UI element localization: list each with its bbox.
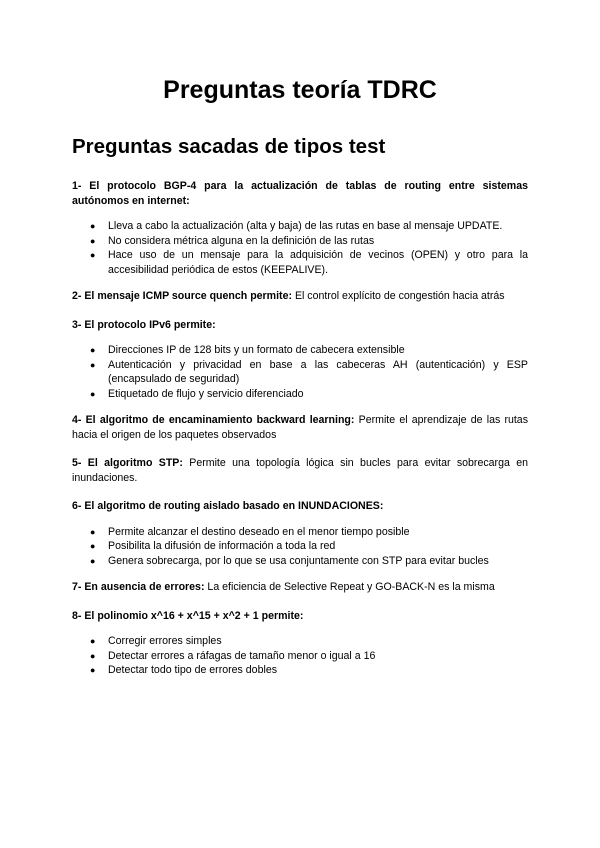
bullet-item xyxy=(90,525,528,540)
question-title: 7- En ausencia de errores: xyxy=(72,581,205,593)
question-4 xyxy=(72,413,528,442)
bullet-text: Direcciones IP de 128 bits y un formato de cabecera extensible xyxy=(108,344,405,356)
bullet-dot-icon: ● xyxy=(90,665,96,675)
bullet-text: Lleva a cabo la actualización (alta y baja) de las rutas en base al mensaje UPDATE. xyxy=(108,220,503,232)
question-title: 6- El algoritmo de routing aislado basado en INUNDACIONES: xyxy=(72,500,384,512)
bullet-item xyxy=(90,343,528,358)
bullet-item xyxy=(90,387,528,402)
question-5 xyxy=(72,456,528,485)
question-answer: La eficiencia de Selective Repeat y GO-BACK-N es la misma xyxy=(204,581,495,593)
bullet-dot-icon: ● xyxy=(90,526,96,537)
bullet-text: Posibilita la difusión de información a toda la red xyxy=(108,540,336,552)
bullet-text: Etiquetado de flujo y servicio diferenciado xyxy=(108,387,304,400)
question-1 xyxy=(72,179,528,208)
question-title: 8- El polinomio x^16 + x^15 + x^2 + 1 permite: xyxy=(72,609,304,622)
questions-list xyxy=(72,179,528,678)
bullet-item xyxy=(90,634,528,649)
bullet-item xyxy=(90,554,528,569)
question-title: 3- El protocolo IPv6 permite: xyxy=(72,318,216,331)
bullet-dot-icon: ● xyxy=(90,235,96,246)
question-title: 4- El algoritmo de encaminamiento backward learning: xyxy=(72,414,355,426)
section-heading: Preguntas sacadas de tipos test xyxy=(72,135,386,158)
bullet-text: Detectar todo tipo de errores dobles xyxy=(108,664,278,676)
bullet-item xyxy=(90,539,528,554)
question-title: 1- El protocolo BGP-4 para la actualización de tablas de routing entre sistemas autónomos en internet: xyxy=(72,180,528,207)
bullet-item xyxy=(90,663,528,678)
bullet-text: Genera sobrecarga, por lo que se usa conjuntamente con STP para evitar bucles xyxy=(108,554,489,567)
answer-bullet-list xyxy=(72,219,528,277)
bullet-dot-icon: ● xyxy=(90,388,96,399)
question-3 xyxy=(72,318,528,333)
bullet-dot-icon: ● xyxy=(90,359,96,370)
bullet-item xyxy=(90,248,528,277)
question-answer: Permite el aprendizaje de las rutas hacia el origen de los paquetes observados xyxy=(72,414,529,441)
bullet-dot-icon: ● xyxy=(90,250,96,260)
bullet-text: Detectar errores a ráfagas de tamaño menor o igual a 16 xyxy=(108,649,376,662)
answer-bullet-list xyxy=(72,343,528,401)
bullet-dot-icon: ● xyxy=(90,555,96,566)
bullet-text: Hace uso de un mensaje para la adquisición de vecinos (OPEN) y otro para la accesibilidad periódica de estos (KEEPALIVE). xyxy=(108,249,528,276)
document-title: Preguntas teoría TDRC xyxy=(163,76,437,104)
bullet-item xyxy=(90,649,528,664)
bullet-item xyxy=(90,219,528,234)
question-2 xyxy=(72,289,528,304)
bullet-dot-icon: ● xyxy=(90,636,96,646)
question-6 xyxy=(72,499,528,514)
answer-bullet-list xyxy=(72,634,528,678)
question-answer: Permite una topología lógica sin bucles para evitar sobrecarga en inundaciones. xyxy=(72,457,528,484)
bullet-dot-icon: ● xyxy=(90,541,96,551)
question-7 xyxy=(72,580,528,595)
question-answer: El control explícito de congestión hacia atrás xyxy=(292,290,505,302)
question-title: 5- El algoritmo STP: xyxy=(72,457,183,469)
bullet-text: Permite alcanzar el destino deseado en el menor tiempo posible xyxy=(108,525,410,538)
bullet-dot-icon: ● xyxy=(90,650,96,661)
bullet-item xyxy=(90,358,528,387)
question-8 xyxy=(72,609,528,624)
bullet-text: Corregir errores simples xyxy=(108,635,222,647)
bullet-dot-icon: ● xyxy=(90,345,96,355)
bullet-item xyxy=(90,234,528,249)
bullet-dot-icon: ● xyxy=(90,221,96,231)
answer-bullet-list xyxy=(72,525,528,569)
question-title: 2- El mensaje ICMP source quench permite: xyxy=(72,290,292,302)
bullet-text: No considera métrica alguna en la definición de las rutas xyxy=(108,234,375,247)
bullet-text: Autenticación y privacidad en base a las cabeceras AH (autenticación) y ESP (encapsulado de seguridad) xyxy=(108,358,528,385)
